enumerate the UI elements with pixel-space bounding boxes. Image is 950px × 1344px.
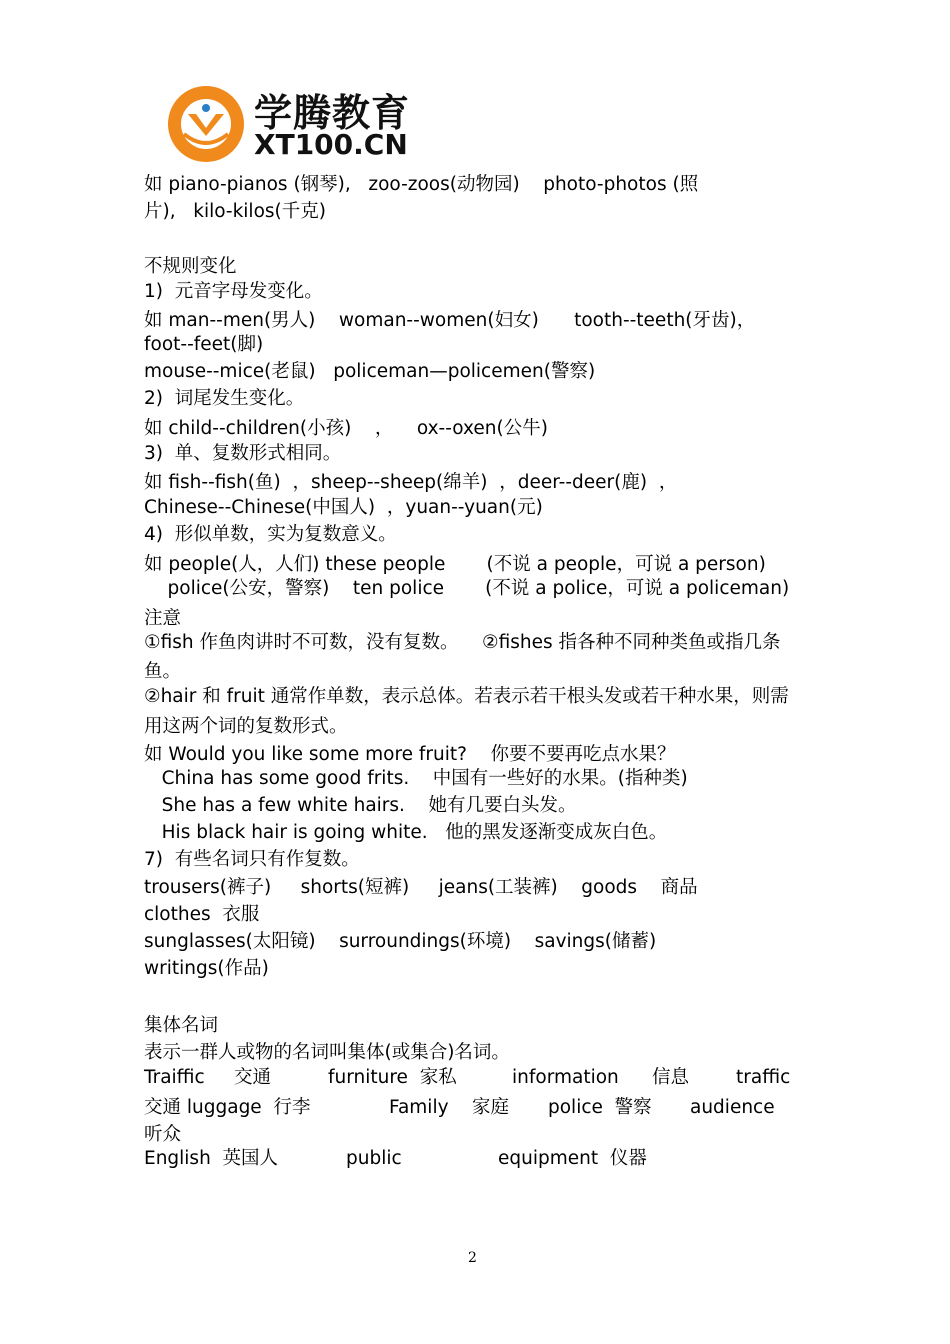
text-line: She has a few white hairs. 她有几要白头发。 xyxy=(144,795,577,816)
text-line: 如 Would you like some more fruit? 你要不要再吃点水果？ xyxy=(144,744,676,765)
text-line: ②hair 和 fruit 通常作单数，表示总体。若表示若干根头发或若干种水果，则需 xyxy=(144,686,789,707)
vocab-word: 家庭 xyxy=(472,1097,510,1118)
vocab-word: public xyxy=(346,1148,402,1169)
page-number: 2 xyxy=(468,1250,477,1266)
text-line: ①fish 作鱼肉讲时不可数，没有复数。 ②fishes 指各种不同种类鱼或指几条 xyxy=(144,632,781,653)
logo-seal-icon xyxy=(166,78,248,170)
text-line: sunglasses(太阳镜) surroundings(环境) savings(储蓄) xyxy=(144,931,657,952)
vocab-word: audience xyxy=(690,1097,775,1118)
vocab-word: Family xyxy=(389,1097,449,1118)
vocab-word: 信息 xyxy=(652,1067,690,1088)
text-line: 鱼。 xyxy=(144,661,182,682)
text-line: police(公安，警察) ten police (不说 a police，可说 a policeman) xyxy=(144,578,790,599)
section-heading: 注意 xyxy=(144,608,182,629)
text-line: His black hair is going white. 他的黑发逐渐变成灰白色。 xyxy=(144,822,668,843)
text-line: 7) 有些名词只有作复数。 xyxy=(144,849,360,870)
text-line: 如 piano-pianos (钢琴), zoo-zoos(动物园) photo-photos (照 xyxy=(144,174,699,195)
section-heading: 集体名词 xyxy=(144,1015,219,1036)
text-line: 4) 形似单数，实为复数意义。 xyxy=(144,524,397,545)
vocab-word: equipment 仪器 xyxy=(498,1148,647,1169)
vocab-word: traffic xyxy=(736,1067,791,1088)
text-line: trousers(裤子) shorts(短裤) jeans(工装裤) goods 商品 xyxy=(144,877,698,898)
text-line: mouse--mice(老鼠) policeman—policemen(警察) xyxy=(144,361,596,382)
text-line: 如 man--men(男人) woman--women(妇女) tooth--teeth(牙齿)， xyxy=(144,310,756,331)
text-line: clothes 衣服 xyxy=(144,904,260,925)
text-line: foot--feet(脚) xyxy=(144,334,264,355)
section-heading: 不规则变化 xyxy=(144,256,237,277)
vocab-word: 交通 luggage 行李 xyxy=(144,1097,311,1118)
text-line: 3) 单、复数形式相同。 xyxy=(144,443,342,464)
vocab-word: police 警察 xyxy=(548,1097,652,1118)
logo-brand-cn: 学腾教育 xyxy=(254,91,411,135)
vocab-word: English 英国人 xyxy=(144,1148,279,1169)
text-line: 表示一群人或物的名词叫集体(或集合)名词。 xyxy=(144,1042,510,1063)
text-line: 如 people(人，人们) these people (不说 a people，可说 a person) xyxy=(144,554,766,575)
vocab-word: information xyxy=(512,1067,619,1088)
logo xyxy=(166,78,411,170)
text-line: China has some good frits. 中国有一些好的水果。(指种类) xyxy=(144,768,688,789)
text-line: 1) 元音字母发变化。 xyxy=(144,281,323,302)
text-line: writings(作品) xyxy=(144,958,269,979)
text-line: 听众 xyxy=(144,1124,182,1145)
logo-brand-en: XT100.CN xyxy=(254,128,408,161)
vocab-word: 交通 xyxy=(234,1067,272,1088)
text-line: 用这两个词的复数形式。 xyxy=(144,716,348,737)
text-line: 片), kilo-kilos(千克) xyxy=(144,201,326,222)
vocab-word: furniture 家私 xyxy=(328,1067,457,1088)
vocab-word: Traiffic xyxy=(144,1067,205,1088)
text-line: 2) 词尾发生变化。 xyxy=(144,388,305,409)
text-line: 如 child--children(小孩) ， ox--oxen(公牛) xyxy=(144,418,548,439)
text-line: 如 fish--fish(鱼) ，sheep--sheep(绵羊) ，deer--deer(鹿) ， xyxy=(144,472,678,493)
text-line: Chinese--Chinese(中国人) ，yuan--yuan(元) xyxy=(144,497,543,518)
